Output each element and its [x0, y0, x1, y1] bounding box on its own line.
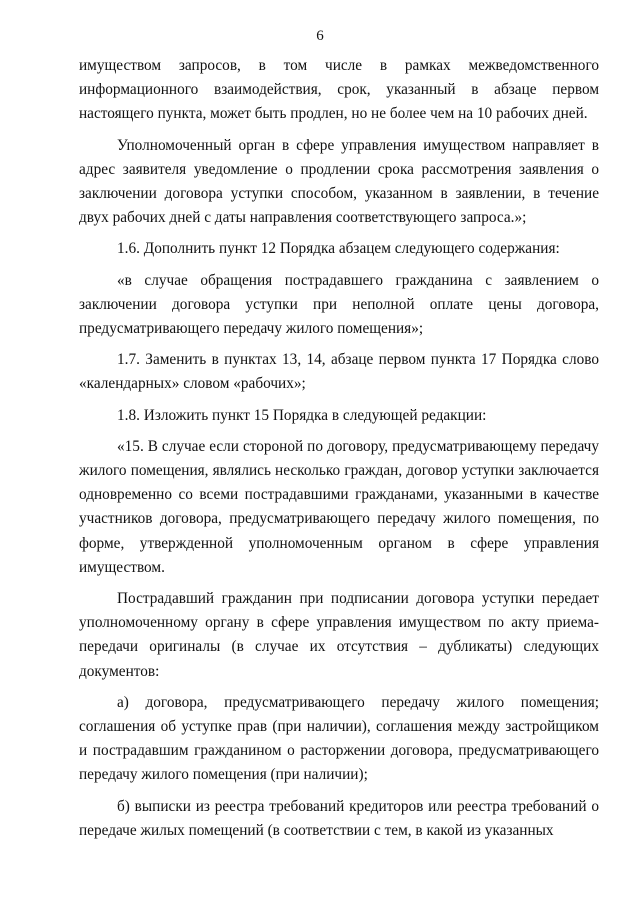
paragraph-item-1-8: 1.8. Изложить пункт 15 Порядка в следующей редакции: [117, 406, 487, 424]
paragraph-quote-1-6: «в случае обращения пострадавшего гражданина с заявлением о заключении договора уступки при неполной оплате цены договора, предусматривающего передачу жилого помещения»; [79, 271, 599, 338]
page-number: 6 [316, 28, 324, 44]
paragraph-list-item-a: а) договора, предусматривающего передачу жилого помещения; соглашения об уступке прав (при наличии), соглашения между застройщиком и пострадавшим гражданином о расторжении договора, предусматривающего передачу жилого помещения (при наличии); [79, 693, 599, 784]
paragraph-notification: Уполномоченный орган в сфере управления имуществом направляет в адрес заявителя уведомление о продлении срока рассмотрения заявления о заключении договора уступки способом, указанном в заявлении, в течение двух рабочих дней с даты направления соответствующего запроса.»; [79, 136, 599, 227]
paragraph-clause-15: «15. В случае если стороной по договору, предусматривающему передачу жилого помещения, являлись несколько граждан, договор уступки заключается одновременно со всеми пострадавшими гражданами, указанными в качестве участников договора, предусматривающего передачу жилого помещения, по форме, утвержденной уполномоченным органом в сфере управления имуществом. [79, 437, 599, 576]
paragraph-documents-intro: Пострадавший гражданин при подписании договора уступки передает уполномоченному органу в сфере управления имуществом по акту приема-передачи оригиналы (в случае их отсутствия – дубликаты) следующих документов: [79, 590, 599, 680]
document-body [79, 54, 599, 843]
paragraph-continuation: имуществом запросов, в том числе в рамках межведомственного информационного взаимодействия, срок, указанный в абзаце первом настоящего пункта, может быть продлен, но не более чем на 10 рабочих дней. [79, 57, 599, 123]
paragraph-list-item-b: б) выписки из реестра требований кредиторов или реестра требований о передаче жилых помещений (в соответствии с тем, в какой из указанных [79, 797, 599, 839]
paragraph-item-1-7: 1.7. Заменить в пунктах 13, 14, абзаце первом пункта 17 Порядка слово «календарных» словом «рабочих»; [79, 351, 599, 393]
paragraph-item-1-6: 1.6. Дополнить пункт 12 Порядка абзацем следующего содержания: [117, 240, 560, 258]
